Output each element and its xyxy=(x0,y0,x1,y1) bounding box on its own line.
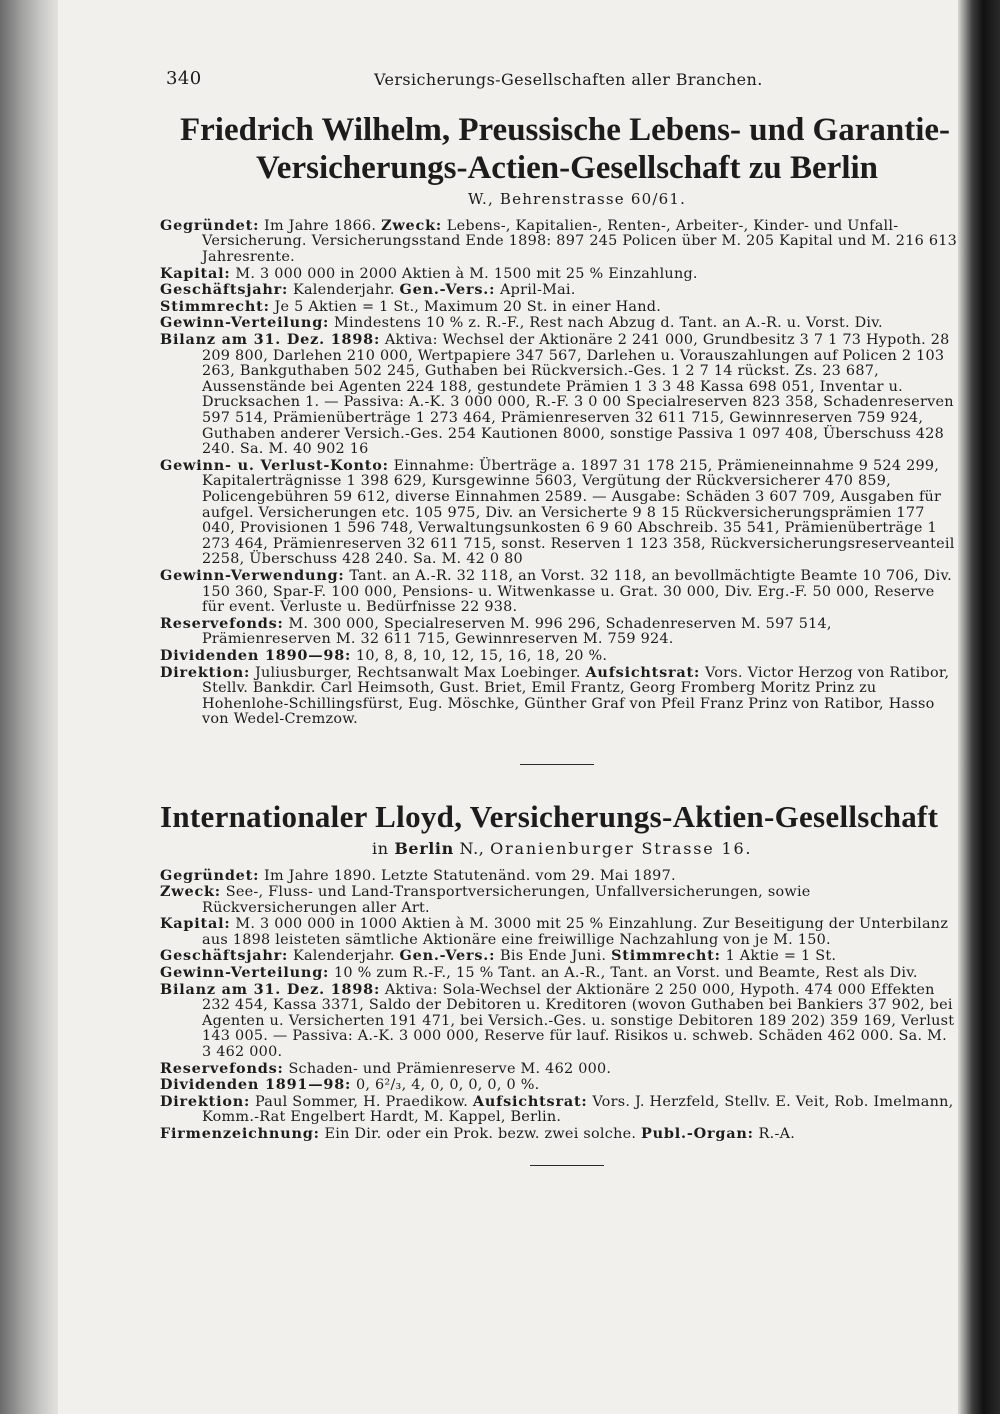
entry-text: Aktiva: Wechsel der Aktionäre 2 241 000, Grundbesitz 3 7 1 73 Hypoth. 28 209 800, Darlehen 210 000, Wertpapiere 347 567, Darlehen u. Vorauszahlungen auf Policen 2 103 263, Bankguthaben 502 245, Guthaben bei Rückversich.-Ges. 1 2 7 14 rückst. Zs. 23 687, Aussenstände bei Agenten 224 188, gestundete Prämien 1 3 3 48 Kassa 698 051, Inventar u. Drucksachen 1. — Passiva: A.-K. 3 000 000, R.-F. 3 0 00 Specialreserven 823 358, Schadenreserven 597 514, Prämienüberträge 1 273 464, Prämienreserven 32 611 715, Gewinnreserven 759 924, Guthaben anderer Versich.-Ges. 254 Kautionen 8000, sonstige Passiva 1 097 408, Überschuss 428 240. Sa. M. 40 902 16 xyxy=(202,332,954,458)
entry-profit-use xyxy=(160,568,958,616)
entry-fiscal-year xyxy=(160,282,958,299)
entry-label: Geschäftsjahr: xyxy=(160,281,289,299)
entry-label: Gewinn- u. Verlust-Konto: xyxy=(160,456,389,474)
entry-text-3: 1 Aktie = 1 St. xyxy=(725,948,837,965)
entry-voting-right xyxy=(160,299,958,316)
entry-label-2: Publ.-Organ: xyxy=(641,1125,754,1143)
entry-profit-distribution xyxy=(160,965,958,982)
entry-text-2: Vors. J. Herzfeld, Stellv. E. Veit, Rob. Imelmann, Komm.-Rat Engelbert Hardt, M. Kappel, Berlin. xyxy=(202,1093,954,1126)
entry-label: Gewinn-Verwendung: xyxy=(160,566,345,584)
company2-entries xyxy=(160,868,958,1143)
entry-board xyxy=(160,665,958,728)
entry-label: Reservefonds: xyxy=(160,1059,284,1077)
entry-dividends xyxy=(160,1077,958,1094)
company1-entries xyxy=(160,218,958,728)
document-page xyxy=(160,68,958,1388)
entry-text: 0, 6²/₃, 4, 0, 0, 0, 0, 0 %. xyxy=(355,1077,540,1094)
entry-purpose xyxy=(160,884,958,916)
entry-label: Bilanz am 31. Dez. 1898: xyxy=(160,980,381,998)
entry-balance-sheet xyxy=(160,982,958,1061)
entry-label-2: Aufsichtsrat: xyxy=(585,663,701,681)
entry-text: Im Jahre 1866. xyxy=(264,217,377,234)
entry-text: Je 5 Aktien = 1 St., Maximum 20 St. in einer Hand. xyxy=(274,298,662,315)
address-city: Berlin xyxy=(394,838,454,858)
entry-label: Kapital: xyxy=(160,264,231,282)
entry-dividends xyxy=(160,648,958,665)
entry-text: Im Jahre 1890. Letzte Statutenänd. vom 29. Mai 1897. xyxy=(264,867,676,884)
entry-text-2: R.-A. xyxy=(758,1126,796,1143)
entry-label: Gegründet: xyxy=(160,216,260,234)
entry-board xyxy=(160,1094,958,1126)
entry-label: Gewinn-Verteilung: xyxy=(160,964,330,982)
entry-profit-distribution xyxy=(160,315,958,332)
entry-label: Geschäftsjahr: xyxy=(160,947,289,965)
entry-text: M. 3 000 000 in 1000 Aktien à M. 3000 mit 25 % Einzahlung. Zur Beseitigung der Unterbilanz aus 1898 leisteten sämtliche Aktionäre eine freiwillige Nachzahlung von je M. 150. xyxy=(202,916,949,948)
entry-label-3: Stimmrecht: xyxy=(611,947,721,965)
entry-text-2: April-Mai. xyxy=(500,282,576,299)
entry-text: M. 3 000 000 in 2000 Aktien à M. 1500 mit 25 % Einzahlung. xyxy=(235,265,698,282)
entry-text: Kalenderjahr. xyxy=(292,282,395,299)
entry-text: Tant. an A.-R. 32 118, an Vorst. 32 118, an bevollmächtigte Beamte 10 706, Div. 150 360, Spar-F. 100 000, Pensions- u. Witwenkasse u. Grat. 30 000, Div. Erg.-F. 50 000, Reserve für event. Verluste u. Bedürfnisse 22 938. xyxy=(202,567,952,616)
entry-text-2: Vors. Victor Herzog von Ratibor, Stellv. Bankdir. Carl Heimsoth, Gust. Briet, Emil Frantz, Georg Fromberg Moritz Prinz zu Hohenlohe-Schillingsfürst, Eug. Möschke, Günther Graf von Pfeil Franz Prinz von Ratibor, Hasso von Wedel-Cremzow. xyxy=(202,664,950,728)
entry-text: 10 % zum R.-F., 15 % Tant. an A.-R., Tant. an Vorst. und Beamte, Rest als Div. xyxy=(334,965,918,982)
running-head xyxy=(160,68,958,96)
entry-text: Aktiva: Sola-Wechsel der Aktionäre 2 250 000, Hypoth. 474 000 Effekten 232 454, Kassa 3371, Saldo der Debitoren u. Kreditoren (wovon Guthaben bei Bankiers 37 902, bei Agenten u. Versicherten 191 471, bei Versich.-Ges. u. sonstige Debitoren 189 202) 359 169, Verlust 143 005. — Passiva: A.-K. 3 000 000, Reserve für lauf. Risikos u. schweb. Schäden 462 000. Sa. M. 3 462 000. xyxy=(202,981,955,1061)
company1-title-line2: Versicherungs-Actien-Gesellschaft zu Berlin xyxy=(256,149,879,186)
entry-profit-loss xyxy=(160,458,958,568)
entry-text: Einnahme: Überträge a. 1897 31 178 215, Prämieneinnahme 9 524 299, Kapitalerträgnisse 1 398 629, Kursgewinne 5603, Vergütung der Rückversicherer 470 859, Policengebühren 59 612, diverse Einnahmen 2589. — Ausgabe: Schäden 3 607 709, Ausgaben für aufgel. Versicherungen etc. 105 975, Div. an Versicherte 9 8 15 Rückversicherungsprämien 177 040, Provisionen 1 596 748, Verwaltungsunkosten 6 9 60 Abschreib. 35 541, Prämienüberträge 1 273 464, Prämienreserven 32 611 715, sonst. Reserven 1 123 358, Rückversicherungsreserveanteil 2258, Überschuss 428 240. Sa. M. 42 0 80 xyxy=(202,457,955,568)
entry-text-2: Lebens-, Kapitalien-, Renten-, Arbeiter-, Kinder- und Unfall-Versicherung. Versicherungsstand Ende 1898: 897 245 Policen über M. 205 Kapital und M. 216 613 Jahresrente. xyxy=(202,217,958,266)
entry-label: Dividenden 1890—98: xyxy=(160,646,352,664)
address-district: N., xyxy=(459,838,485,858)
entry-label-2: Zweck: xyxy=(381,216,442,234)
entry-capital xyxy=(160,266,958,283)
entry-text: M. 300 000, Specialreserven M. 996 296, Schadenreserven M. 597 514, Prämienreserven M. 32 611 715, Gewinnreserven M. 759 924. xyxy=(202,615,832,648)
entry-balance-sheet xyxy=(160,332,958,458)
entry-text: Schaden- und Prämienreserve M. 462 000. xyxy=(288,1060,612,1077)
entry-text: 10, 8, 8, 10, 12, 15, 16, 18, 20 %. xyxy=(355,647,608,664)
entry-label: Dividenden 1891—98: xyxy=(160,1076,352,1094)
entry-label: Reservefonds: xyxy=(160,614,284,632)
address-street: Oranienburger Strasse 16. xyxy=(490,838,753,858)
address-prefix: in xyxy=(372,838,389,858)
entry-label: Firmenzeichnung: xyxy=(160,1125,320,1143)
end-divider xyxy=(530,1165,604,1166)
section-divider xyxy=(520,764,594,765)
entry-label: Kapital: xyxy=(160,915,231,933)
entry-label: Bilanz am 31. Dez. 1898: xyxy=(160,331,381,349)
entry-text: Juliusburger, Rechtsanwalt Max Loebinger. xyxy=(254,664,581,681)
company1-address: W., Behrenstrasse 60/61. xyxy=(468,189,687,208)
company1-title-line1: Friedrich Wilhelm, Preussische Lebens- und Garantie- xyxy=(180,112,951,148)
entry-text-2: Bis Ende Juni. xyxy=(500,948,607,965)
scan-left-shadow xyxy=(0,0,58,1414)
company2-title: Internationaler Lloyd, Versicherungs-Aktien-Gesellschaft xyxy=(160,798,939,834)
entry-label: Zweck: xyxy=(160,883,221,901)
entry-reserve-funds xyxy=(160,616,958,648)
entry-founded xyxy=(160,218,958,266)
page-number: 340 xyxy=(166,68,202,89)
entry-reserve-funds xyxy=(160,1061,958,1078)
entry-text: See-, Fluss- und Land-Transportversicherungen, Unfallversicherungen, sowie Rückversicherungen aller Art. xyxy=(202,884,811,916)
entry-text: Kalenderjahr. xyxy=(292,948,395,965)
entry-text: Mindestens 10 % z. R.-F., Rest nach Abzug d. Tant. an A.-R. u. Vorst. Div. xyxy=(334,315,883,332)
entry-fiscal-year xyxy=(160,948,958,965)
company2-address xyxy=(372,839,958,858)
entry-label-2: Aufsichtsrat: xyxy=(472,1092,588,1110)
entry-label: Direktion: xyxy=(160,1092,251,1110)
entry-label-2: Gen.-Vers.: xyxy=(399,947,496,965)
entry-founded xyxy=(160,868,958,885)
scan-right-edge xyxy=(958,0,1000,1414)
entry-text: Ein Dir. oder ein Prok. bezw. zwei solche. xyxy=(324,1126,637,1143)
entry-label-2: Gen.-Vers.: xyxy=(399,281,496,299)
running-head-text: Versicherungs-Gesellschaften aller Branchen. xyxy=(374,70,763,89)
entry-label: Gegründet: xyxy=(160,866,260,884)
entry-text: Paul Sommer, H. Praedikow. xyxy=(254,1093,469,1110)
entry-signature xyxy=(160,1126,958,1143)
entry-label: Direktion: xyxy=(160,663,251,681)
entry-label: Gewinn-Verteilung: xyxy=(160,314,330,332)
entry-capital xyxy=(160,916,958,948)
entry-label: Stimmrecht: xyxy=(160,297,270,315)
